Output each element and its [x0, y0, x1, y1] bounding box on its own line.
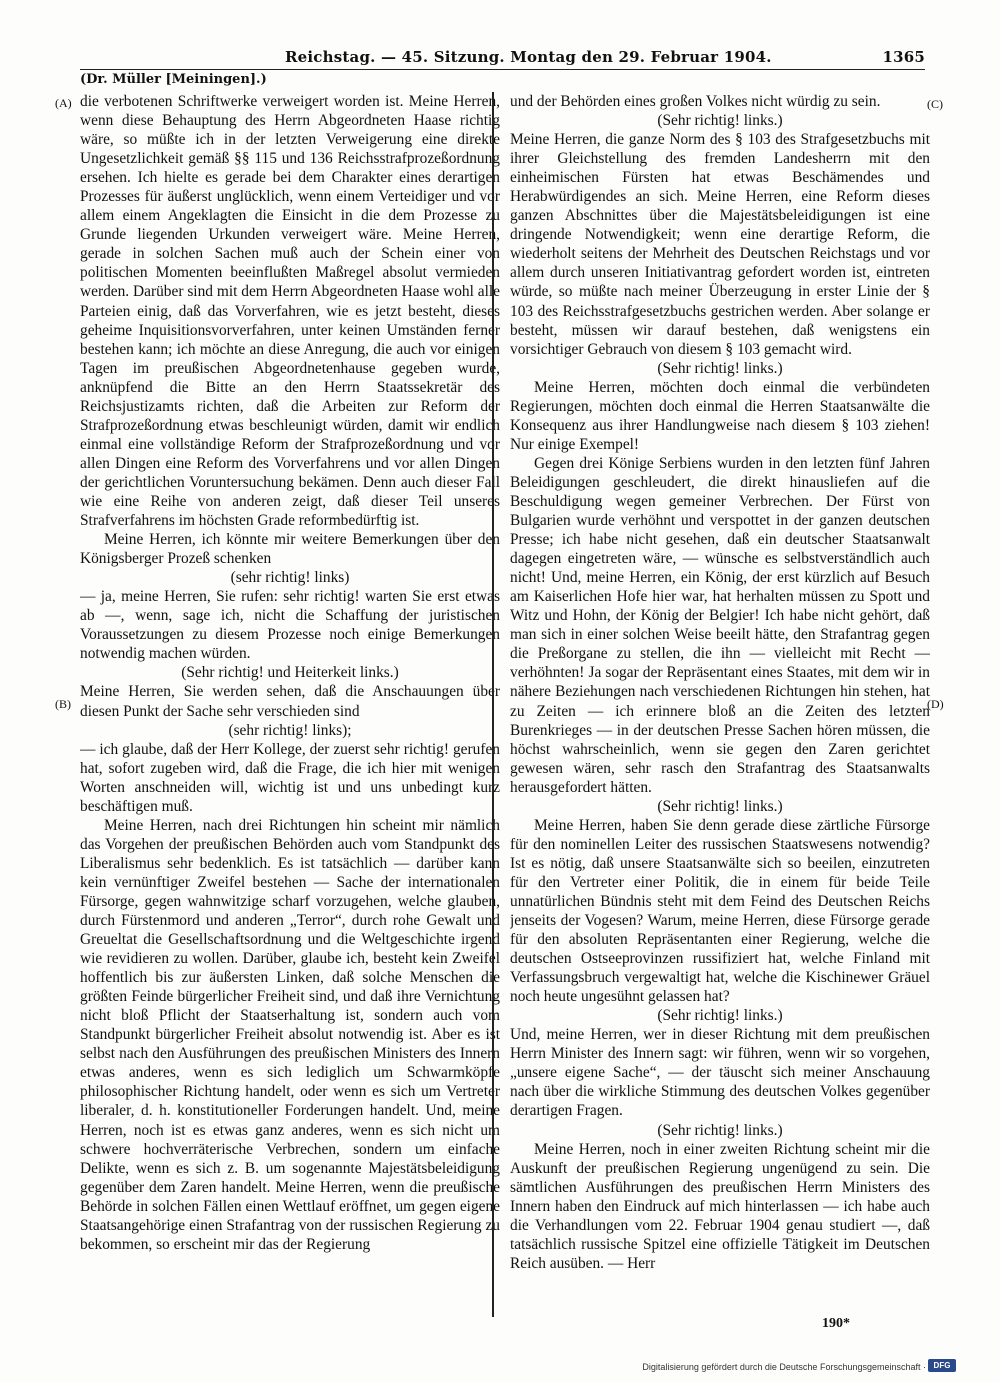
interjection: (Sehr richtig! links.)	[657, 1121, 783, 1139]
paragraph: Meine Herren, Sie werden sehen, daß die Anschauungen über diesen Punkt der Sache sehr verschieden sind	[80, 683, 500, 720]
interjection: (Sehr richtig! und Heiterkeit links.)	[181, 664, 399, 682]
paragraph: Gegen drei Könige Serbiens wurden in den letzten fünf Jahren Beleidigungen geschleudert, die direkt hinausliefen auf die Beschuldigung wegen gemeiner Verbrechen. Der Fürst von Bulgarien wurde verhöhnt und verspottet in der ganzen deutschen Presse; ich habe nicht gesehen, daß ein deutscher Staatsanwalt dagegen eingetreten wäre, — wünsche es selbstverständlich auch nicht! Und, meine Herren, ein König, der erst kürzlich auf Besuch am Kaiserlichen Hofe hier war, hat herhalten müssen zu Spott und Witz und Hohn, der König der Belgier! Ich habe nicht gehört, daß man sich in einer solchen Weise beeilt hätte, den Strafantrag gegen die Preßorgane zu stellen, die ihn — vielleicht mit Recht — verhöhnten! Ja sogar der Repräsentant eines Staates, mit dem wir in nähere Beziehungen nach verschiedenen Richtungen hin stehen, hat zu Zeiten — ich erinnere bloß an die Zeiten des letzten Burenkrieges — in der deutschen Presse Sachen hören müssen, die höchst wahrscheinlich, wenn sie gegen den Zaren gerichtet gewesen wären, sehr rasch den Strafantrag des Staatsanwalts herausgefordert hätten.	[510, 454, 930, 796]
interjection: (Sehr richtig! links.)	[657, 1007, 783, 1025]
paragraph: Meine Herren, nach drei Richtungen hin scheint mir nämlich das Vorgehen der preußischen Behörden auch vom Standpunkt des Liberalismus sehr bedenklich. Es ist tatsächlich — darüber kann kein vernünftiger Zweifel bestehen — Sache der internationalen Fürsorge, gegen wahnwitzige scharf vorzugehen, welche glauben, durch Fürstenmord und anderen „Terror“, durch rohe Gewalt und Greueltat die Gesellschaftsordnung und die Weltgeschichte irgend wie revidieren zu wollen. Darüber, glaube ich, besteht kein Zweifel hoffentlich bis zur äußersten Linken, daß solche Menschen die größten Feinde bürgerlicher Freiheit sind, und daß ihre Vernichtung nicht bloß Pflicht der Staatserhaltung ist, sondern auch vom Standpunkt bürgerlicher Freiheit absolut notwendig ist. Aber es ist selbst nach den Ausführungen des preußischen Ministers des Innern etwas anderes, wenn es sich lediglich um Schwarmköpfe philosophischer Richtung handelt, oder wenn es sich um Vertreter liberaler, d. h. konstitutioneller Forderungen handelt. Und, meine Herren, noch ist es etwas ganz anderes, wenn es sich nicht um schwere hochverräterische Verbrechen, sondern um einfache Delikte, wenn es sich z. B. um sogenannte Majestätsbeleidigung gegenüber dem Zaren handelt. Meine Herren, wenn die preußische Behörde in solchen Fällen einen Wettlauf eröffnet, um gegen eigene Staatsangehörige einen Strafantrag von der russischen Regierung zu bekommen, so erscheint mir das der Regierung	[80, 816, 500, 1253]
page-header	[80, 48, 925, 68]
digitization-credit: Digitalisierung gefördert durch die Deutsche Forschungsgemeinschaft ·	[642, 1362, 926, 1372]
margin-marker-d: (D)	[927, 697, 944, 711]
paragraph: die verbotenen Schriftwerke verweigert worden ist. Meine Herren, wenn diese Behauptung des Herrn Abgeordneten Haase richtig wäre, so müßte ich in der letzten Verweigerung eine direkte Ungesetzlichkeit gemäß §§ 115 und 136 Reichsstrafprozeßordnung ersehen. Ich hielte es gerade bei dem Charakter eines derartigen Prozesses für äußerst unglücklich, wenn einem Verteidiger und vor allem einem Angeklagten die Einsicht in die dem Prozesse zu Grunde liegenden Urkunden verweigert wäre. Meine Herren, gerade in solchen Sachen muß auch der Schein einer von politischen Momenten beeinflußten Maßregel absolut vermieden werden. Darüber sind mit dem Herrn Abgeordneten Haase wohl alle Parteien einig, daß das Vorverfahren, wie es jetzt besteht, dieses geheime Inquisitionsvorverfahren, unter keinen Umständen ferner bestehen kann; ich möchte an diese Anregung, die auch vor einigen Tagen im preußischen Abgeordnetenhause gegeben wurde, anknüpfend die Bitte an den Herrn Staatssekretär des Reichsjustizamts richten, daß die Arbeiten zur Reform der Strafprozeßordnung etwas beschleunigt würden, damit wir endlich einmal eine vollständige Reform der Strafprozeßordnung und vor allen Dingen eine Reform des Vorverfahrens und vor allen Dingen der gerichtlichen Voruntersuchung bekämen. Denn auch dieser Fall wie eine Reihe von anderen zeigt, daß dieser Teil unseres Strafverfahrens im höchsten Grade reformbedürftig ist.	[80, 93, 500, 530]
paragraph: Meine Herren, die ganze Norm des § 103 des Strafgesetzbuchs mit ihrer Gleichstellung des fremden Landesherrn mit den einheimischen Fürsten hat etwas Beschämendes und Herabwürdigendes an sich. Meine Herren, eine Reform dieses ganzen Abschnittes über die Majestätsbeleidigungen ist eine dringende Notwendigkeit; wenn eine derartige Reform, die wiederholt seitens der Mehrheit des Deutschen Reichstags und vor allem durch unseren Initiativantrag gefordert worden ist, eintreten würde, so müßte nach meiner Überzeugung in erster Linie der § 103 des Reichsstrafgesetzbuchs gestrichen werden. Aber solange er besteht, müssen wir darauf bestehen, daß wenigstens ein vorsichtiger Gebrauch von diesem § 103 gemacht wird.	[510, 131, 930, 358]
signature-mark: 190*	[822, 1316, 850, 1331]
interjection: (Sehr richtig! links.)	[657, 112, 783, 130]
paragraph: Meine Herren, möchten doch einmal die verbündeten Regierungen, möchten doch einmal die Herren Staatsanwälte die Konsequenz aus ihrer Handlungweise nach diesem § 103 ziehen! Nur einige Exempel!	[510, 378, 930, 453]
left-column	[80, 92, 500, 1312]
paragraph: Meine Herren, ich könnte mir weitere Bemerkungen über den Königsberger Prozeß schenken	[80, 531, 500, 568]
paragraph: — ja, meine Herren, Sie rufen: sehr richtig! warten Sie erst etwas ab —, wenn, sage ich, nicht die Schaffung der juristischen Voraussetzungen zu diesem Prozesse noch einige Bemerkungen notwendig machen würden.	[80, 588, 500, 663]
margin-marker-a: (A)	[55, 96, 72, 110]
interjection: (sehr richtig! links);	[228, 721, 352, 739]
running-title: Reichstag. — 45. Sitzung. Montag den 29. Februar 1904.	[285, 48, 772, 66]
paragraph: Und, meine Herren, wer in dieser Richtung mit dem preußischen Herrn Minister des Innern sagt: wir führen, wenn wir so vorgehen, „unsere eigene Sache“, — der täuscht sich meiner Anschauung nach über die wirkliche Stimmung des deutschen Volkes gegenüber derartigen Fragen.	[510, 1026, 930, 1120]
paragraph: Meine Herren, noch in einer zweiten Richtung scheint mir die Auskunft der preußischen Regierung ungenügend zu sein. Die sämtlichen Ausführungen des preußischen Herrn Ministers des Innern haben den Eindruck auf mich hinterlassen — ich habe auch die Verhandlungen vom 22. Februar 1904 genau studiert —, daß tatsächlich russische Spitzel eine offizielle Tätigkeit im Deutschen Reich ausüben. — Herr	[510, 1140, 930, 1272]
interjection: (Sehr richtig! links.)	[657, 359, 783, 377]
header-rule	[80, 69, 925, 70]
paragraph: Meine Herren, haben Sie denn gerade diese zärtliche Fürsorge für den nominellen Leiter des russischen Staatswesens notwendig? Ist es nötig, daß unsere Staatsanwälte sich so beeilen, einzutreten für den Vertreter einer Politik, die in einem für beide Teile unnatürlichen Bündnis steht mit dem Feind des Deutschen Reichs jenseits der Vogesen? Warum, meine Herren, diese Fürsorge gerade für den absoluten Repräsentanten einer Regierung, welche die deutschen Ostseeprovinzen russifiziert hat, welche Finland mit Verfassungsbruch vergewaltigt hat, welche die Kischinewer Gräuel noch heute ungesühnt gelassen hat?	[510, 816, 930, 1006]
margin-marker-b: (B)	[55, 697, 71, 711]
right-column	[510, 92, 930, 1312]
page-number: 1365	[882, 48, 925, 66]
speaker-label: (Dr. Müller [Meiningen].)	[80, 72, 267, 87]
margin-marker-c: (C)	[927, 97, 943, 111]
column-divider	[492, 92, 494, 1317]
paragraph: und der Behörden eines großen Volkes nicht würdig zu sein.	[510, 93, 881, 110]
paragraph: — ich glaube, daß der Herr Kollege, der zuerst sehr richtig! gerufen hat, sofort zugeben wird, daß die Frage, die ich hier mit wenigen Worten anschneiden will, wichtig ist und uns unbedingt kurz beschäftigen muß.	[80, 740, 500, 815]
interjection: (Sehr richtig! links.)	[657, 797, 783, 815]
dfg-logo: DFG	[928, 1359, 956, 1372]
interjection: (sehr richtig! links)	[230, 569, 350, 587]
